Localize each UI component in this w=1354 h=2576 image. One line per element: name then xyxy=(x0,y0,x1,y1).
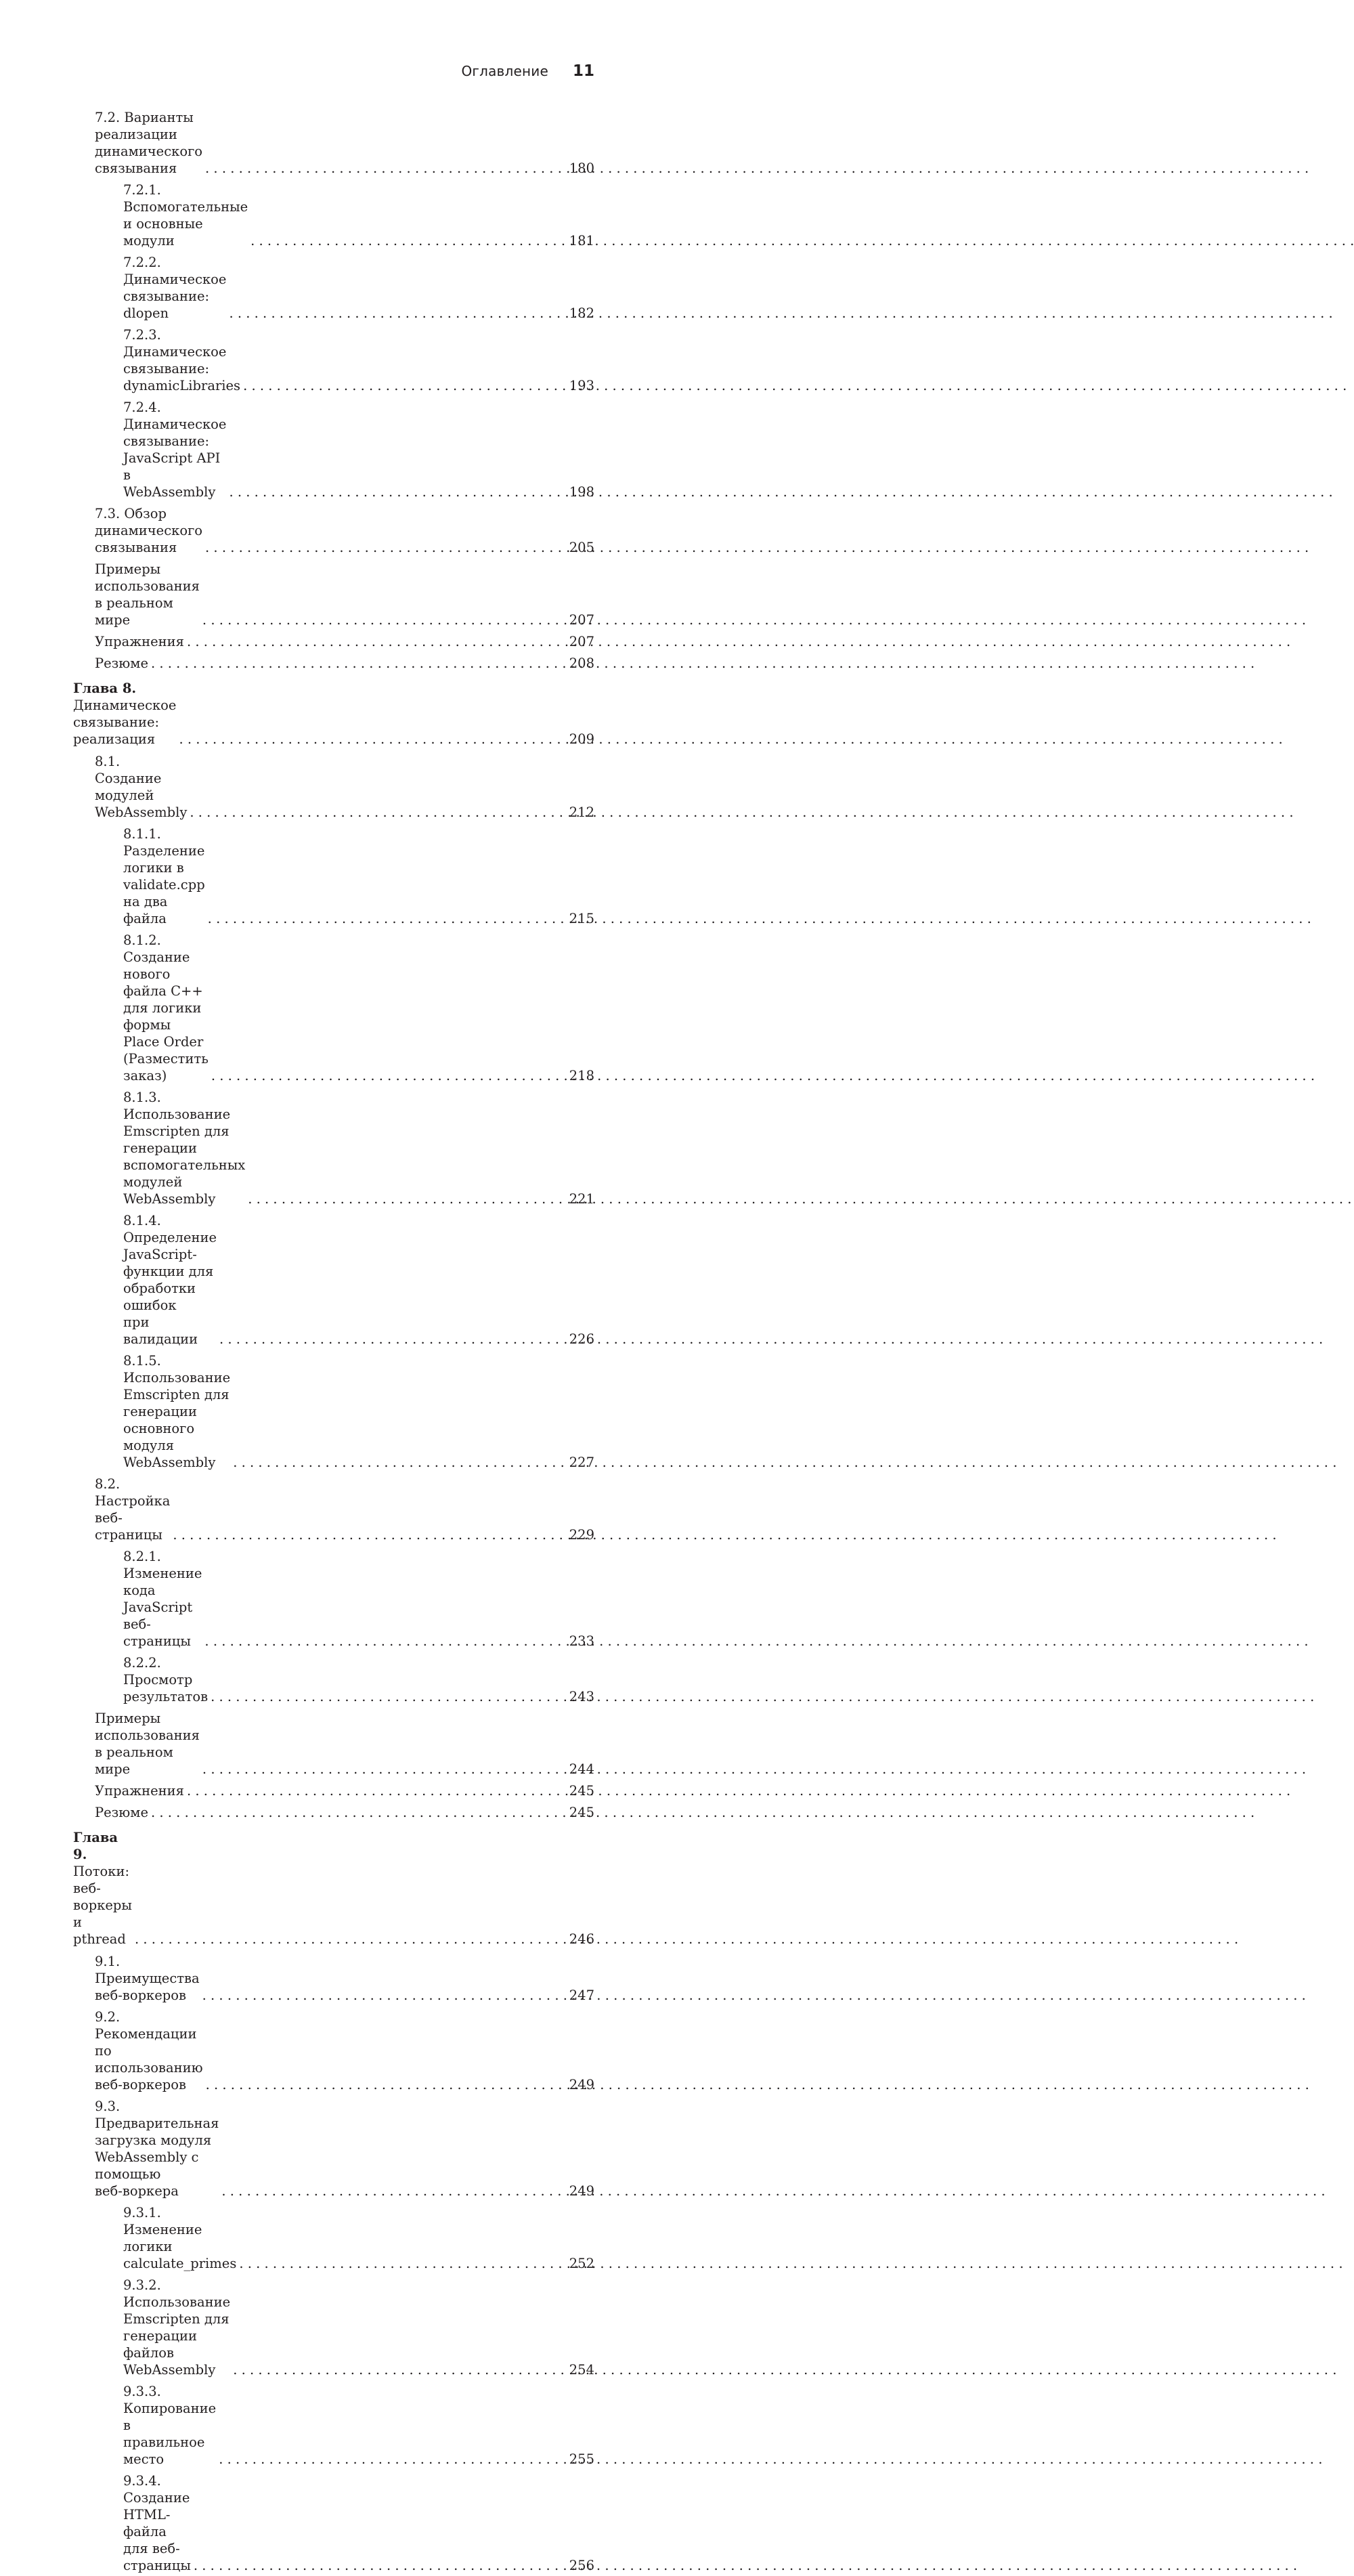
toc-entry-title xyxy=(95,655,148,672)
toc-entry[interactable] xyxy=(73,1545,594,1652)
toc-entry[interactable] xyxy=(73,558,594,630)
toc-page-number: 245 xyxy=(569,1782,594,1799)
toc-entry-title xyxy=(123,2472,191,2574)
toc-page-number: 249 xyxy=(569,2183,594,2199)
toc-page-number: 207 xyxy=(569,633,594,649)
dot-leader xyxy=(219,2451,1322,2468)
dot-leader xyxy=(179,731,1282,748)
toc-entry[interactable] xyxy=(73,929,594,1086)
toc-entry-text: Упражнения xyxy=(95,1782,184,1799)
chapter-prefix: Глава 9. xyxy=(73,1830,118,1862)
toc-entry-title xyxy=(123,254,226,322)
toc-entry[interactable] xyxy=(73,2006,594,2095)
toc-entry-text: 8.1.3. Использование Emscripten для генерации вспомогательных модулей WebAssembly xyxy=(123,1089,246,1207)
toc-entry[interactable] xyxy=(73,2380,594,2470)
dot-leader xyxy=(208,910,1311,927)
toc-entry-text: 7.2.4. Динамическое связывание: JavaScript API в WebAssembly xyxy=(123,399,227,500)
toc-entry[interactable] xyxy=(73,324,594,396)
toc-entry-title xyxy=(123,1654,208,1705)
toc-entry-text: 8.2.2. Просмотр результатов xyxy=(123,1654,209,1704)
dot-leader xyxy=(202,1987,1306,2004)
toc-entry-text: 7.2.2. Динамическое связывание: dlopen xyxy=(123,254,227,321)
toc-page-number: 205 xyxy=(569,539,594,555)
dot-leader xyxy=(187,633,1290,650)
toc-page-number: 207 xyxy=(569,611,594,628)
toc-entry-text: 9.3. Предварительная загрузка модуля WebAssembly с помощью веб-воркера xyxy=(95,2098,219,2199)
toc-entry-text: 9.2. Рекомендации по использованию веб-воркеров xyxy=(95,2009,203,2092)
toc-entry[interactable] xyxy=(73,396,594,502)
toc-entry-title xyxy=(95,1782,184,1799)
toc-page-number: 255 xyxy=(569,2451,594,2467)
toc-entry-title xyxy=(95,753,187,821)
toc-entry[interactable] xyxy=(73,1707,594,1780)
toc-page-number: 209 xyxy=(569,731,594,747)
toc-entry-text: 9.3.4. Создание HTML-файла для веб-страницы xyxy=(123,2472,191,2573)
toc-page-number: 226 xyxy=(569,1331,594,1347)
toc-page-number: 229 xyxy=(569,1526,594,1543)
toc-chapter-entry[interactable] xyxy=(73,674,594,750)
toc-page-number: 245 xyxy=(569,1804,594,1820)
toc-entry-title xyxy=(95,633,184,650)
page-number: 11 xyxy=(572,62,594,80)
toc-page-number: 247 xyxy=(569,1987,594,2003)
running-header-title: Оглавление xyxy=(461,63,548,79)
toc-entry-title xyxy=(95,1953,200,2004)
dot-leader xyxy=(173,1526,1276,1543)
dot-leader xyxy=(233,1454,1336,1471)
toc-entry[interactable] xyxy=(73,1473,594,1545)
dot-leader xyxy=(211,1067,1315,1084)
toc-entry-title xyxy=(95,1710,200,1778)
toc-entry-title xyxy=(95,2098,219,2199)
toc-entry[interactable] xyxy=(73,2470,594,2576)
toc-entry-title xyxy=(123,1212,217,1348)
toc-entry-title xyxy=(95,505,202,556)
toc-page-number: 193 xyxy=(569,377,594,393)
toc-entry[interactable] xyxy=(73,1801,594,1823)
toc-entry[interactable] xyxy=(73,750,594,823)
toc-entry[interactable] xyxy=(73,2274,594,2380)
toc-entry-text: Резюме xyxy=(95,655,148,671)
toc-page-number: 244 xyxy=(569,1761,594,1777)
toc-entry-title xyxy=(123,2277,230,2378)
toc-page-number: 246 xyxy=(569,1931,594,1947)
toc-page-number: 221 xyxy=(569,1190,594,1207)
toc-page-number: 218 xyxy=(569,1067,594,1083)
dot-leader xyxy=(194,2557,1297,2574)
toc-entry-title xyxy=(95,2009,203,2093)
toc-entry-title xyxy=(95,1476,170,1543)
dot-leader xyxy=(151,1804,1254,1821)
toc-entry-text: 8.1.5. Использование Emscripten для генерации основного модуля WebAssembly xyxy=(123,1352,231,1470)
toc-entry-text: 8.2. Настройка веб-страницы xyxy=(95,1476,171,1543)
toc-entry-text: 7.2. Варианты реализации динамического связывания xyxy=(95,109,203,176)
toc-page-number: 198 xyxy=(569,484,594,500)
dot-leader xyxy=(211,1688,1314,1705)
dot-leader xyxy=(229,305,1332,322)
chapter-prefix: Глава 8. xyxy=(73,681,137,696)
toc-entry[interactable] xyxy=(73,106,594,179)
toc-entry[interactable] xyxy=(73,652,594,674)
toc-page-number: 212 xyxy=(569,804,594,820)
dot-leader xyxy=(248,1190,1351,1207)
running-header xyxy=(461,62,594,80)
toc-page-number: 182 xyxy=(569,305,594,321)
toc-entry-text: 9.3.2. Использование Emscripten для генерации файлов WebAssembly xyxy=(123,2277,231,2378)
toc-entry-text: Примеры использования в реальном мире xyxy=(95,1710,200,1777)
toc-entry-title xyxy=(95,561,200,628)
toc-entry[interactable] xyxy=(73,1209,594,1350)
toc-page-number: 233 xyxy=(569,1633,594,1649)
toc-page-number: 243 xyxy=(569,1688,594,1704)
toc-entry-text: Упражнения xyxy=(95,633,184,649)
toc-entry-title xyxy=(123,1089,245,1207)
toc-entry[interactable] xyxy=(73,2202,594,2274)
toc-entry[interactable] xyxy=(73,1950,594,2006)
toc-entry[interactable] xyxy=(73,2095,594,2202)
toc-entry[interactable] xyxy=(73,1652,594,1707)
toc-entry-text: Резюме xyxy=(95,1804,148,1820)
toc-entry-title xyxy=(95,109,202,177)
toc-entry-title xyxy=(123,181,248,249)
dot-leader xyxy=(239,2255,1342,2272)
dot-leader xyxy=(221,2183,1325,2199)
dot-leader xyxy=(190,804,1293,821)
toc-entry-text: 9.3.1. Изменение логики calculate_primes xyxy=(123,2204,237,2271)
toc-page-number: 180 xyxy=(569,160,594,176)
toc-entry-title xyxy=(123,399,226,500)
toc-page-number: 227 xyxy=(569,1454,594,1470)
toc-entry-title xyxy=(123,2383,216,2468)
toc-entry-text: 9.3.3. Копирование в правильное место xyxy=(123,2383,217,2467)
dot-leader xyxy=(202,611,1306,628)
toc-entry[interactable] xyxy=(73,179,594,251)
dot-leader xyxy=(205,539,1309,556)
toc-page-number: 208 xyxy=(569,655,594,671)
toc-entry-text: 8.1.4. Определение JavaScript-функции для обработки ошибок при валидации xyxy=(123,1212,217,1347)
toc-entry-title xyxy=(123,1548,202,1650)
toc-entry[interactable] xyxy=(73,251,594,324)
toc-entry-title xyxy=(123,1352,230,1471)
toc-entry-title xyxy=(73,680,176,748)
toc-entry[interactable] xyxy=(73,630,594,652)
dot-leader xyxy=(202,1761,1306,1778)
toc-page-number: 215 xyxy=(569,910,594,926)
toc-entry-title xyxy=(73,1829,132,1948)
dot-leader xyxy=(233,2361,1336,2378)
dot-leader xyxy=(219,1331,1323,1348)
toc-entry-text: 8.1.1. Разделение логики в validate.cpp на два файла xyxy=(123,825,205,926)
toc-entry-title xyxy=(95,1804,148,1821)
toc-page-number: 254 xyxy=(569,2361,594,2378)
dot-leader xyxy=(206,2076,1309,2093)
toc-entry[interactable] xyxy=(73,823,594,929)
toc-entry-text: Потоки: веб-воркеры и pthread xyxy=(73,1864,132,1947)
toc-entry-text: 7.3. Обзор динамического связывания xyxy=(95,505,203,555)
toc-entry-text: 7.2.1. Вспомогательные и основные модули xyxy=(123,181,248,249)
toc-entry-text: 7.2.3. Динамическое связывание: dynamicLibraries xyxy=(123,326,241,393)
toc-entry-text: 8.2.1. Изменение кода JavaScript веб-страницы xyxy=(123,1548,202,1649)
dot-leader xyxy=(204,1633,1308,1650)
toc-chapter-entry[interactable] xyxy=(73,1823,594,1950)
toc-page-number: 256 xyxy=(569,2557,594,2573)
toc-entry-title xyxy=(123,326,240,394)
dot-leader xyxy=(187,1782,1290,1799)
toc-page-number: 181 xyxy=(569,232,594,249)
table-of-contents xyxy=(73,106,594,2576)
toc-entry-title xyxy=(123,825,205,927)
toc-entry-text: 8.1.2. Создание нового файла C++ для логики формы Place Order (Разместить заказ) xyxy=(123,932,209,1083)
dot-leader xyxy=(229,484,1332,500)
toc-entry-title xyxy=(123,2204,236,2272)
toc-entry[interactable] xyxy=(73,1780,594,1801)
toc-entry-text: 8.1. Создание модулей WebAssembly xyxy=(95,753,188,820)
dot-leader xyxy=(151,655,1254,672)
toc-page-number: 252 xyxy=(569,2255,594,2271)
toc-page-number: 249 xyxy=(569,2076,594,2092)
toc-entry[interactable] xyxy=(73,502,594,558)
dot-leader xyxy=(250,232,1354,249)
dot-leader xyxy=(205,160,1309,177)
toc-entry-text: Динамическое связывание: реализация xyxy=(73,697,177,747)
dot-leader xyxy=(135,1931,1238,1948)
toc-entry-title xyxy=(123,932,209,1084)
dot-leader xyxy=(243,377,1347,394)
toc-entry[interactable] xyxy=(73,1086,594,1209)
toc-entry-text: Примеры использования в реальном мире xyxy=(95,561,200,628)
toc-entry-text: 9.1. Преимущества веб-воркеров xyxy=(95,1953,200,2003)
toc-entry[interactable] xyxy=(73,1350,594,1473)
